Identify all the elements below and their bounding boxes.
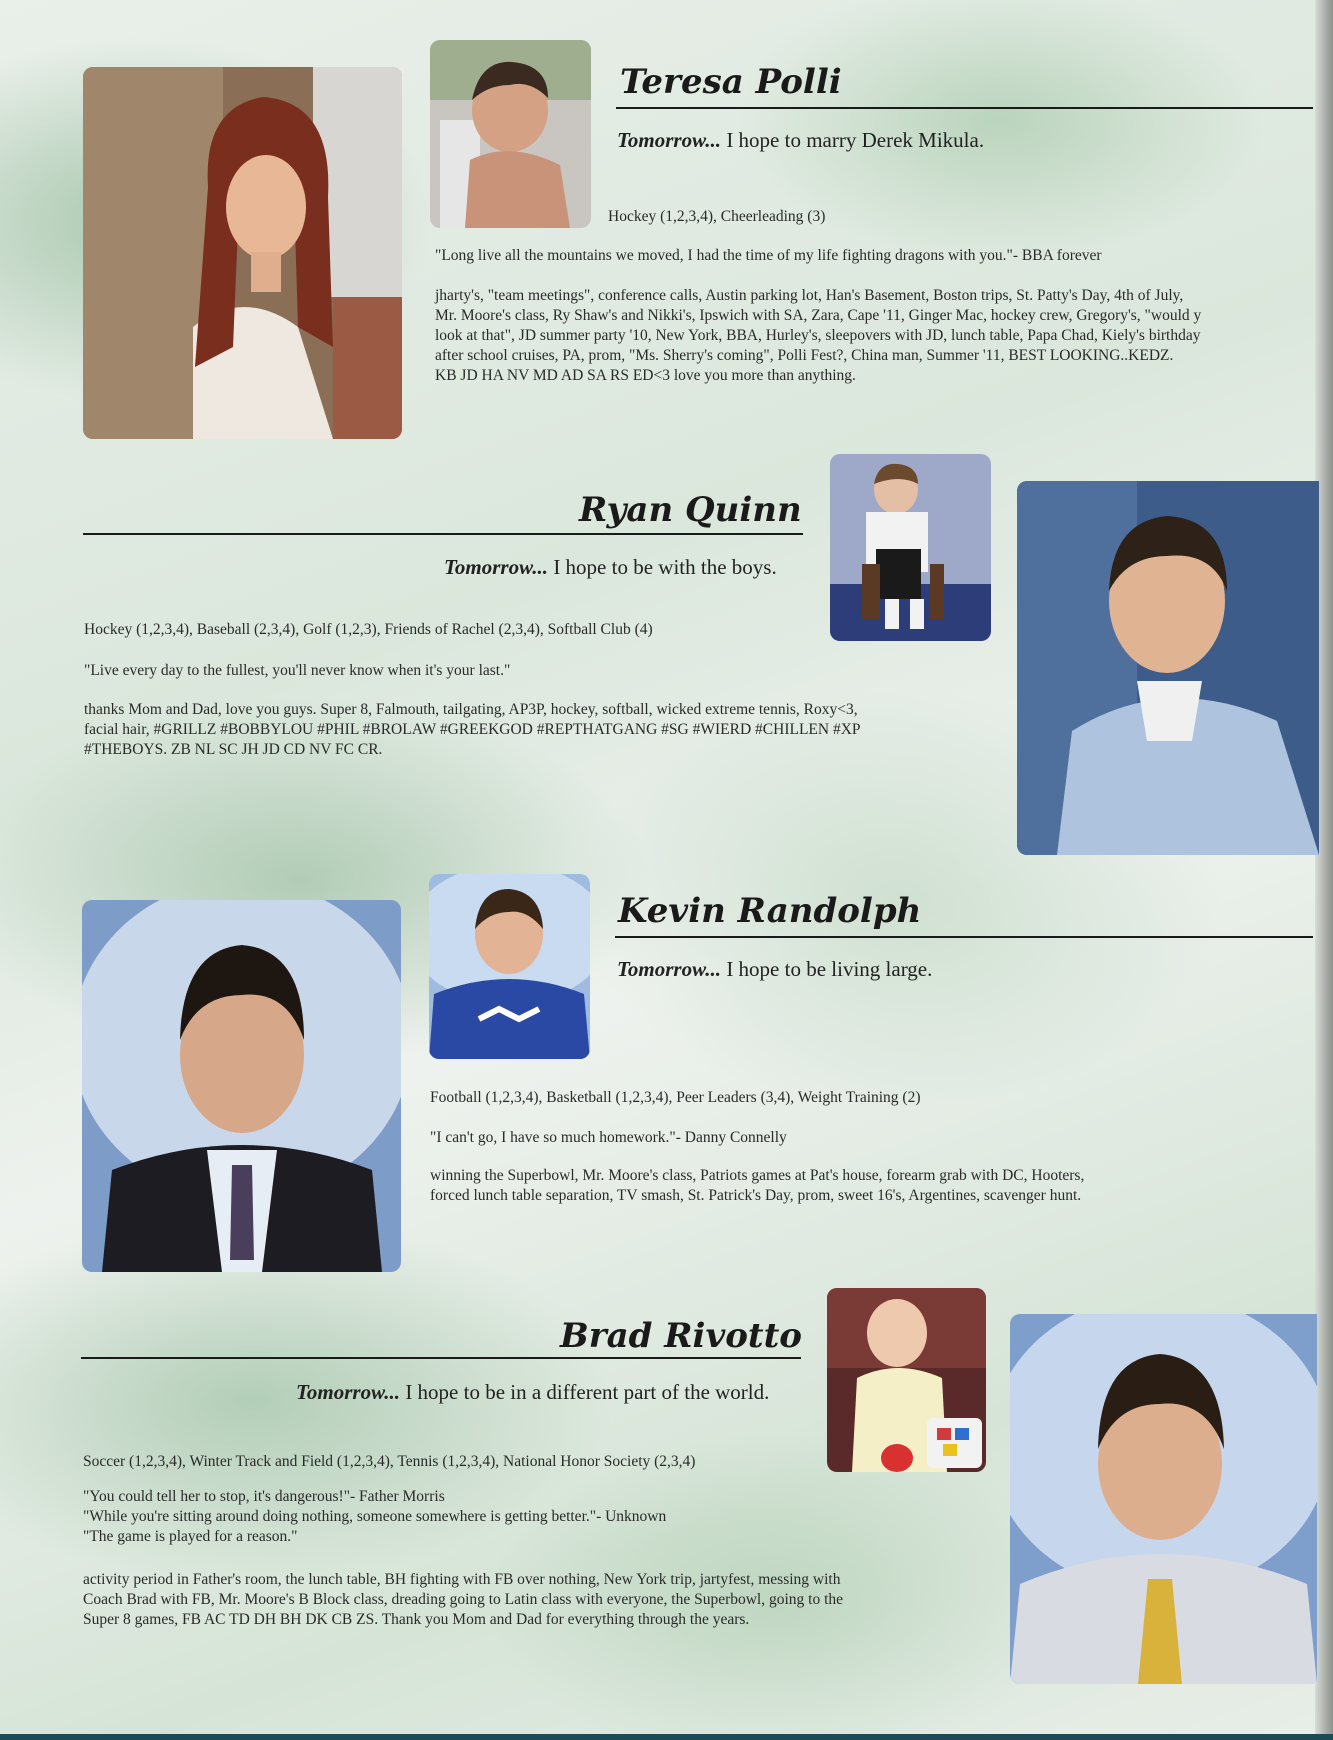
- memories-line: thanks Mom and Dad, love you guys. Super 8, Falmouth, tailgating, AP3P, hockey, softball, wicked extreme tennis, Roxy<3,: [84, 701, 858, 718]
- quote-line: "While you're sitting around doing nothing, someone somewhere is getting better."- Unknown: [83, 1508, 667, 1525]
- memories-line: winning the Superbowl, Mr. Moore's class, Patriots games at Pat's house, forearm grab with DC, Hooters,: [430, 1167, 1085, 1184]
- name-underline: [616, 107, 1313, 109]
- tomorrow-label: Tomorrow...: [617, 957, 722, 981]
- name-underline: [81, 1357, 801, 1359]
- tomorrow-statement: [444, 555, 777, 580]
- memories-text: [435, 286, 1201, 386]
- quote-line: "The game is played for a reason.": [83, 1528, 298, 1545]
- quote-text: "Live every day to the fullest, you'll never know when it's your last.": [84, 662, 511, 679]
- name-underline: [615, 936, 1313, 938]
- memories-text: [84, 700, 861, 760]
- tomorrow-label: Tomorrow...: [444, 555, 549, 579]
- memories-line: Coach Brad with FB, Mr. Moore's B Block class, dreading going to Latin class with everyone, the Superbowl, going to the: [83, 1591, 844, 1608]
- baby-photo: [830, 454, 991, 641]
- quotes-text: [83, 1487, 666, 1547]
- memories-line: forced lunch table separation, TV smash, St. Patrick's Day, prom, sweet 16's, Argentines, scavenger hunt.: [430, 1187, 1082, 1204]
- activities-text: Hockey (1,2,3,4), Baseball (2,3,4), Golf (1,2,3), Friends of Rachel (2,3,4), Softball Club (4): [84, 621, 653, 638]
- tomorrow-label: Tomorrow...: [617, 128, 722, 152]
- quote-line: "You could tell her to stop, it's dangerous!"- Father Morris: [83, 1488, 445, 1505]
- senior-portrait-photo: [83, 67, 402, 439]
- activities-text: Football (1,2,3,4), Basketball (1,2,3,4), Peer Leaders (3,4), Weight Training (2): [430, 1089, 921, 1106]
- memories-line: facial hair, #GRILLZ #BOBBYLOU #PHIL #BROLAW #GREEKGOD #REPTHATGANG #SG #WIERD #CHILLEN #XP: [84, 721, 861, 738]
- tomorrow-text: I hope to marry Derek Mikula.: [726, 128, 985, 152]
- memories-line: look at that", JD summer party '10, New York, BBA, Hurley's, sleepovers with JD, lunch table, Papa Chad, Kiely's birthday: [435, 327, 1201, 344]
- memories-line: Super 8 games, FB AC TD DH BH DK CB ZS. Thank you Mom and Dad for everything through the years.: [83, 1611, 750, 1628]
- tomorrow-statement: [617, 128, 984, 153]
- baby-photo: [430, 40, 591, 228]
- baby-photo: [827, 1288, 986, 1472]
- tomorrow-text: I hope to be with the boys.: [553, 555, 777, 579]
- memories-line: activity period in Father's room, the lunch table, BH fighting with FB over nothing, New York trip, jartyfest, messing with: [83, 1571, 841, 1588]
- tomorrow-statement: [296, 1380, 769, 1405]
- book-spine-edge: [1315, 0, 1333, 1740]
- activities-text: Hockey (1,2,3,4), Cheerleading (3): [608, 208, 826, 225]
- student-name: Kevin Randolph: [618, 891, 922, 931]
- tomorrow-label: Tomorrow...: [296, 1380, 401, 1404]
- senior-portrait-photo: [82, 900, 401, 1272]
- tomorrow-statement: [617, 957, 932, 982]
- memories-text: [430, 1166, 1084, 1206]
- memories-text: [83, 1570, 843, 1630]
- tomorrow-text: I hope to be living large.: [726, 957, 933, 981]
- senior-portrait-photo: [1017, 481, 1319, 855]
- activities-text: Soccer (1,2,3,4), Winter Track and Field (1,2,3,4), Tennis (1,2,3,4), National Honor Society (2,3,4): [83, 1453, 696, 1470]
- memories-line: Mr. Moore's class, Ry Shaw's and Nikki's, Ipswich with SA, Zara, Cape '11, Ginger Mac, hockey crew, Gregory's, "would y: [435, 307, 1202, 324]
- tomorrow-text: I hope to be in a different part of the world.: [405, 1380, 770, 1404]
- memories-line: jharty's, "team meetings", conference calls, Austin parking lot, Han's Basement, Boston trips, St. Patty's Day, 4th of July,: [435, 287, 1184, 304]
- memories-line: KB JD HA NV MD AD SA RS ED<3 love you more than anything.: [435, 367, 856, 384]
- quote-text: "Long live all the mountains we moved, I had the time of my life fighting dragons with you."- BBA forever: [435, 247, 1102, 264]
- name-underline: [83, 533, 803, 535]
- page-bottom-strip: [0, 1734, 1333, 1740]
- student-name: Brad Rivotto: [560, 1316, 802, 1356]
- quote-text: "I can't go, I have so much homework."- Danny Connelly: [430, 1129, 787, 1146]
- senior-portrait-photo: [1010, 1314, 1317, 1684]
- memories-line: after school cruises, PA, prom, "Ms. Sherry's coming", Polli Fest?, China man, Summer '11, BEST LOOKING..KEDZ.: [435, 347, 1174, 364]
- baby-photo: [429, 874, 590, 1059]
- memories-line: #THEBOYS. ZB NL SC JH JD CD NV FC CR.: [84, 741, 383, 758]
- student-name: Ryan Quinn: [579, 490, 802, 530]
- student-name: Teresa Polli: [620, 62, 842, 102]
